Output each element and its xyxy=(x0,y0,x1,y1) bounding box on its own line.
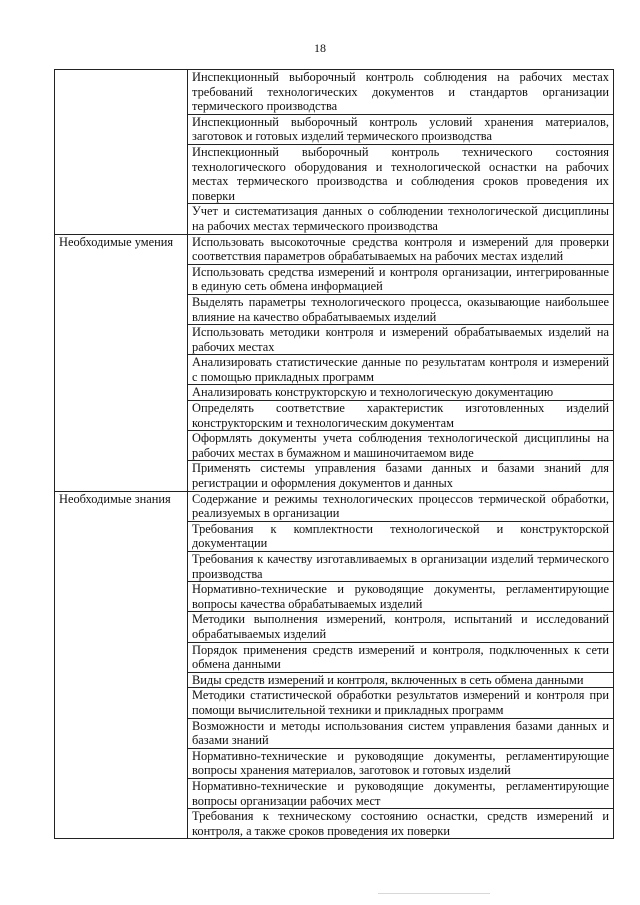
requirement-item: Оформлять документы учета соблюдения технологической дисциплины на рабочих местах в бумажном и машиночитаемом виде xyxy=(188,431,614,461)
requirement-item: Применять системы управления базами данных и базами знаний для регистрации и оформления документов и данных xyxy=(188,461,614,491)
requirement-item: Требования к техническому состоянию оснастки, средств измерений и контроля, а также сроков проведения их поверки xyxy=(188,809,614,839)
requirement-item: Методики выполнения измерений, контроля, испытаний и исследований обрабатываемых изделий xyxy=(188,612,614,642)
requirement-item: Использовать средства измерений и контроля организации, интегрированные в единую сеть обмена информацией xyxy=(188,264,614,294)
requirement-item: Нормативно-технические и руководящие документы, регламентирующие вопросы хранения материалов, заготовок и готовых изделий xyxy=(188,748,614,778)
requirement-item: Учет и систематизация данных о соблюдении технологической дисциплины на рабочих местах термического производства xyxy=(188,204,614,234)
requirement-item: Нормативно-технические и руководящие документы, регламентирующие вопросы организации рабочих мест xyxy=(188,778,614,808)
section-label xyxy=(55,70,188,235)
requirement-item: Инспекционный выборочный контроль соблюдения на рабочих местах требований технологических документов и стандартов организации термического производства xyxy=(188,70,614,115)
requirement-item: Методики статистической обработки результатов измерений и контроля при помощи вычислительной техники и прикладных программ xyxy=(188,688,614,718)
table-row xyxy=(55,70,614,115)
scan-artifact-line xyxy=(378,893,490,894)
table-row xyxy=(55,491,614,521)
section-label: Необходимые знания xyxy=(55,491,188,839)
requirement-item: Использовать методики контроля и измерений обрабатываемых изделий на рабочих местах xyxy=(188,325,614,355)
requirement-item: Требования к комплектности технологической и конструкторской документации xyxy=(188,521,614,551)
requirement-item: Виды средств измерений и контроля, включенных в сеть обмена данными xyxy=(188,672,614,688)
requirement-item: Инспекционный выборочный контроль технического состояния технологического оборудования и технологической оснастки на рабочих местах термического производства и соблюдения сроков проведения их поверки xyxy=(188,144,614,203)
table-row xyxy=(55,234,614,264)
requirement-item: Нормативно-технические и руководящие документы, регламентирующие вопросы качества обрабатываемых изделий xyxy=(188,582,614,612)
competency-table-body xyxy=(55,70,614,839)
requirement-item: Инспекционный выборочный контроль условий хранения материалов, заготовок и готовых изделий термического производства xyxy=(188,114,614,144)
requirement-item: Порядок применения средств измерений и контроля, подключенных к сети обмена данными xyxy=(188,642,614,672)
requirement-item: Возможности и методы использования систем управления базами данных и базами знаний xyxy=(188,718,614,748)
requirement-item: Требования к качеству изготавливаемых в организации изделий термического производства xyxy=(188,552,614,582)
requirement-item: Анализировать статистические данные по результатам контроля и измерений с помощью прикладных программ xyxy=(188,355,614,385)
requirement-item: Содержание и режимы технологических процессов термической обработки, реализуемых в организации xyxy=(188,491,614,521)
requirement-item: Использовать высокоточные средства контроля и измерений для проверки соответствия параметров обрабатываемых на рабочих местах изделий xyxy=(188,234,614,264)
requirement-item: Анализировать конструкторскую и технологическую документацию xyxy=(188,385,614,401)
competency-table xyxy=(54,69,614,839)
page-number: 18 xyxy=(314,41,326,55)
requirement-item: Выделять параметры технологического процесса, оказывающие наибольшее влияние на качество обрабатываемых изделий xyxy=(188,294,614,324)
section-label: Необходимые умения xyxy=(55,234,188,491)
requirement-item: Определять соответствие характеристик изготовленных изделий конструкторским и технологическим документам xyxy=(188,401,614,431)
